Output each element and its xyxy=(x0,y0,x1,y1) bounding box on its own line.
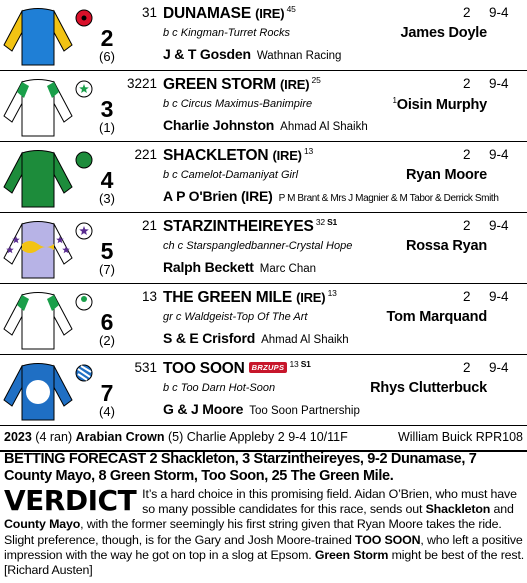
days-value: 13 xyxy=(289,359,299,369)
runner-weight: 9-4 xyxy=(489,5,509,20)
verdict-text-5: might be best of the rest.[Richard Austen] xyxy=(4,547,525,578)
runner-number: 4 xyxy=(100,167,114,193)
jockey-cap-icon xyxy=(74,292,94,312)
jockey-name-text: Ryan Moore xyxy=(406,167,487,183)
runner-row xyxy=(0,355,527,426)
silk-cap xyxy=(76,152,92,168)
horse-name-text: THE GREEN MILE xyxy=(163,289,292,307)
silk-disc xyxy=(26,380,50,404)
owner-name: Marc Chan xyxy=(259,263,317,275)
runner-row xyxy=(0,0,527,71)
betting-forecast: BETTING FORECAST 2 Shackleton, 3 Starzintheireyes, 9-2 Dunamase, 7 County Mayo, 8 Green Storm, Too Soon, 25 The Green Mile. xyxy=(4,451,477,484)
jockey-name xyxy=(393,96,488,113)
runner-row xyxy=(0,71,527,142)
runner-row xyxy=(0,213,527,284)
days-since-run xyxy=(325,288,336,298)
runner-breeding: b c Circus Maximus-Banimpire xyxy=(163,98,313,110)
runner-draw: (7) xyxy=(99,262,115,277)
jockey-silk-icon xyxy=(2,360,74,422)
runner-row xyxy=(0,142,527,213)
jockey-name-text: Rossa Ryan xyxy=(405,238,487,254)
runner-age: 2 xyxy=(463,218,471,233)
runner-form: 3221 xyxy=(126,76,157,91)
verdict-text-3: , with the former seemingly his first string given that Ryan Moore takes the ride. Slight preference, though, is for the Gary and Josh Moore-trained xyxy=(4,517,502,547)
jockey-cap-icon xyxy=(74,363,94,383)
days-since-run xyxy=(302,146,313,156)
trainer-line xyxy=(163,259,316,275)
runner-row xyxy=(0,284,527,355)
owner-name: Ahmad Al Shaikh xyxy=(280,121,368,133)
jockey-cap-icon xyxy=(74,221,94,241)
days-value: 13 xyxy=(303,146,314,156)
jockey-name xyxy=(370,380,487,396)
trainer-name: Ralph Beckett xyxy=(163,259,254,275)
days-extra: S1 xyxy=(327,217,338,227)
horse-name xyxy=(163,146,313,165)
runner-breeding: ch c Starspangledbanner-Crystal Hope xyxy=(163,240,353,252)
runner-number: 6 xyxy=(100,309,114,335)
owner-name: Too Soon Partnership xyxy=(249,405,360,417)
verdict-text-4: , who left a positive impression with the way he got on top in a slog at Epsom. xyxy=(4,532,523,562)
runner-weight: 9-4 xyxy=(489,76,509,91)
runner-number: 7 xyxy=(100,380,114,406)
jockey-name-text: Oisin Murphy xyxy=(396,97,487,113)
trainer-name: G & J Moore xyxy=(163,401,244,417)
days-value: 32 xyxy=(315,217,325,227)
horse-name-text: STARZINTHEIREYES xyxy=(163,218,314,236)
verdict-text-1: It’s a hard choice in this promising field. Aidan O’Brien, who must have so many possible candidates for this race, sends out xyxy=(142,487,517,517)
jockey-name xyxy=(387,309,487,325)
verdict-horse-2: County Mayo xyxy=(4,517,81,532)
verdict-text-2: and xyxy=(490,502,514,517)
bonus-badge: BRZUPS xyxy=(249,362,288,373)
jockey-cap-icon xyxy=(74,8,94,28)
runner-weight: 9-4 xyxy=(489,147,509,162)
trainer-name: A P O'Brien (IRE) xyxy=(163,188,273,204)
runner-draw: (6) xyxy=(99,49,115,64)
runner-breeding: b c Too Darn Hot-Soon xyxy=(163,382,276,394)
verdict-horse-3: TOO SOON xyxy=(355,532,421,547)
days-value: 13 xyxy=(327,288,337,298)
jockey-name-text: Rhys Clutterbuck xyxy=(370,380,487,396)
verdict xyxy=(4,484,525,578)
runner-form: 21 xyxy=(141,218,157,233)
cap-button xyxy=(82,16,87,21)
jockey-silk-icon xyxy=(2,289,74,351)
runner-draw: (3) xyxy=(99,191,115,206)
trainer-name: Charlie Johnston xyxy=(163,117,275,133)
last-year-winner: Arabian Crown xyxy=(75,430,165,444)
horse-suffix: (IRE) xyxy=(272,148,302,164)
jockey-claim: 1 xyxy=(392,96,397,105)
last-year-details: (5) Charlie Appleby 2 9-4 10/11F xyxy=(168,430,348,444)
horse-name-text: SHACKLETON xyxy=(163,147,269,165)
horse-suffix: (IRE) xyxy=(296,290,326,306)
owner-name: Wathnan Racing xyxy=(256,50,342,62)
owner-name: Ahmad Al Shaikh xyxy=(261,334,349,346)
last-year-year: 2023 xyxy=(4,430,32,444)
runner-age: 2 xyxy=(463,147,471,162)
jockey-name xyxy=(401,25,487,41)
trainer-line xyxy=(163,188,498,204)
horse-suffix: (IRE) xyxy=(255,6,285,22)
runner-breeding: gr c Waldgeist-Top Of The Art xyxy=(163,311,308,323)
jockey-silk-icon xyxy=(2,147,74,209)
jockey-silk-icon xyxy=(2,218,74,280)
days-value: 45 xyxy=(286,4,296,14)
jockey-name-text: James Doyle xyxy=(400,25,487,41)
jockey-silk-icon xyxy=(2,76,74,138)
days-since-run xyxy=(284,4,295,14)
runner-form: 13 xyxy=(141,289,157,304)
jockey-silk-icon xyxy=(2,5,74,67)
runner-number: 5 xyxy=(100,238,114,264)
days-value: 25 xyxy=(311,75,321,85)
runner-draw: (2) xyxy=(99,333,115,348)
horse-name-text: TOO SOON xyxy=(163,360,245,378)
days-extra: S1 xyxy=(300,359,311,369)
runner-age: 2 xyxy=(463,289,471,304)
runner-weight: 9-4 xyxy=(489,218,509,233)
days-since-run xyxy=(314,217,337,227)
trainer-line xyxy=(163,330,349,346)
verdict-horse-4: Green Storm xyxy=(314,547,389,562)
horse-name xyxy=(163,75,321,94)
horse-name xyxy=(163,359,311,378)
days-since-run xyxy=(309,75,320,85)
silk-body xyxy=(22,151,54,208)
trainer-line xyxy=(163,401,360,417)
runner-form: 531 xyxy=(134,360,157,375)
owner-name: P M Brant & Mrs J Magnier & M Tabor & Derrick Smith xyxy=(278,193,499,204)
last-year-jockey-rpr: William Buick RPR108 xyxy=(397,430,523,444)
last-year-result xyxy=(4,430,523,444)
last-year-ran: (4 ran) xyxy=(35,430,73,444)
cap-spot xyxy=(81,296,87,302)
jockey-name xyxy=(406,167,487,183)
runner-weight: 9-4 xyxy=(489,289,509,304)
runner-weight: 9-4 xyxy=(489,360,509,375)
runner-draw: (4) xyxy=(99,404,115,419)
runner-age: 2 xyxy=(463,76,471,91)
runner-age: 2 xyxy=(463,360,471,375)
verdict-title: VERDICT xyxy=(4,484,137,517)
horse-name xyxy=(163,217,337,236)
trainer-line xyxy=(163,117,368,133)
trainer-line xyxy=(163,46,341,62)
days-since-run xyxy=(287,359,310,369)
silk-body xyxy=(22,9,54,66)
runner-form: 221 xyxy=(134,147,157,162)
runner-number: 3 xyxy=(100,96,114,122)
horse-name-text: DUNAMASE xyxy=(163,5,251,23)
runner-breeding: b c Kingman-Turret Rocks xyxy=(163,27,290,39)
jockey-name xyxy=(406,238,487,254)
horse-name xyxy=(163,4,296,23)
jockey-name-text: Tom Marquand xyxy=(386,309,487,325)
runner-breeding: b c Camelot-Damaniyat Girl xyxy=(163,169,299,181)
runner-number: 2 xyxy=(100,25,114,51)
runner-form: 31 xyxy=(141,5,157,20)
horse-suffix: (IRE) xyxy=(280,77,310,93)
trainer-name: S & E Crisford xyxy=(163,330,256,346)
verdict-horse-1: Shackleton xyxy=(425,502,491,517)
horse-name-text: GREEN STORM xyxy=(163,76,276,94)
runner-age: 2 xyxy=(463,5,471,20)
runner-draw: (1) xyxy=(99,120,115,135)
trainer-name: J & T Gosden xyxy=(163,46,251,62)
horse-name xyxy=(163,288,337,307)
jockey-cap-icon xyxy=(74,150,94,170)
jockey-cap-icon xyxy=(74,79,94,99)
